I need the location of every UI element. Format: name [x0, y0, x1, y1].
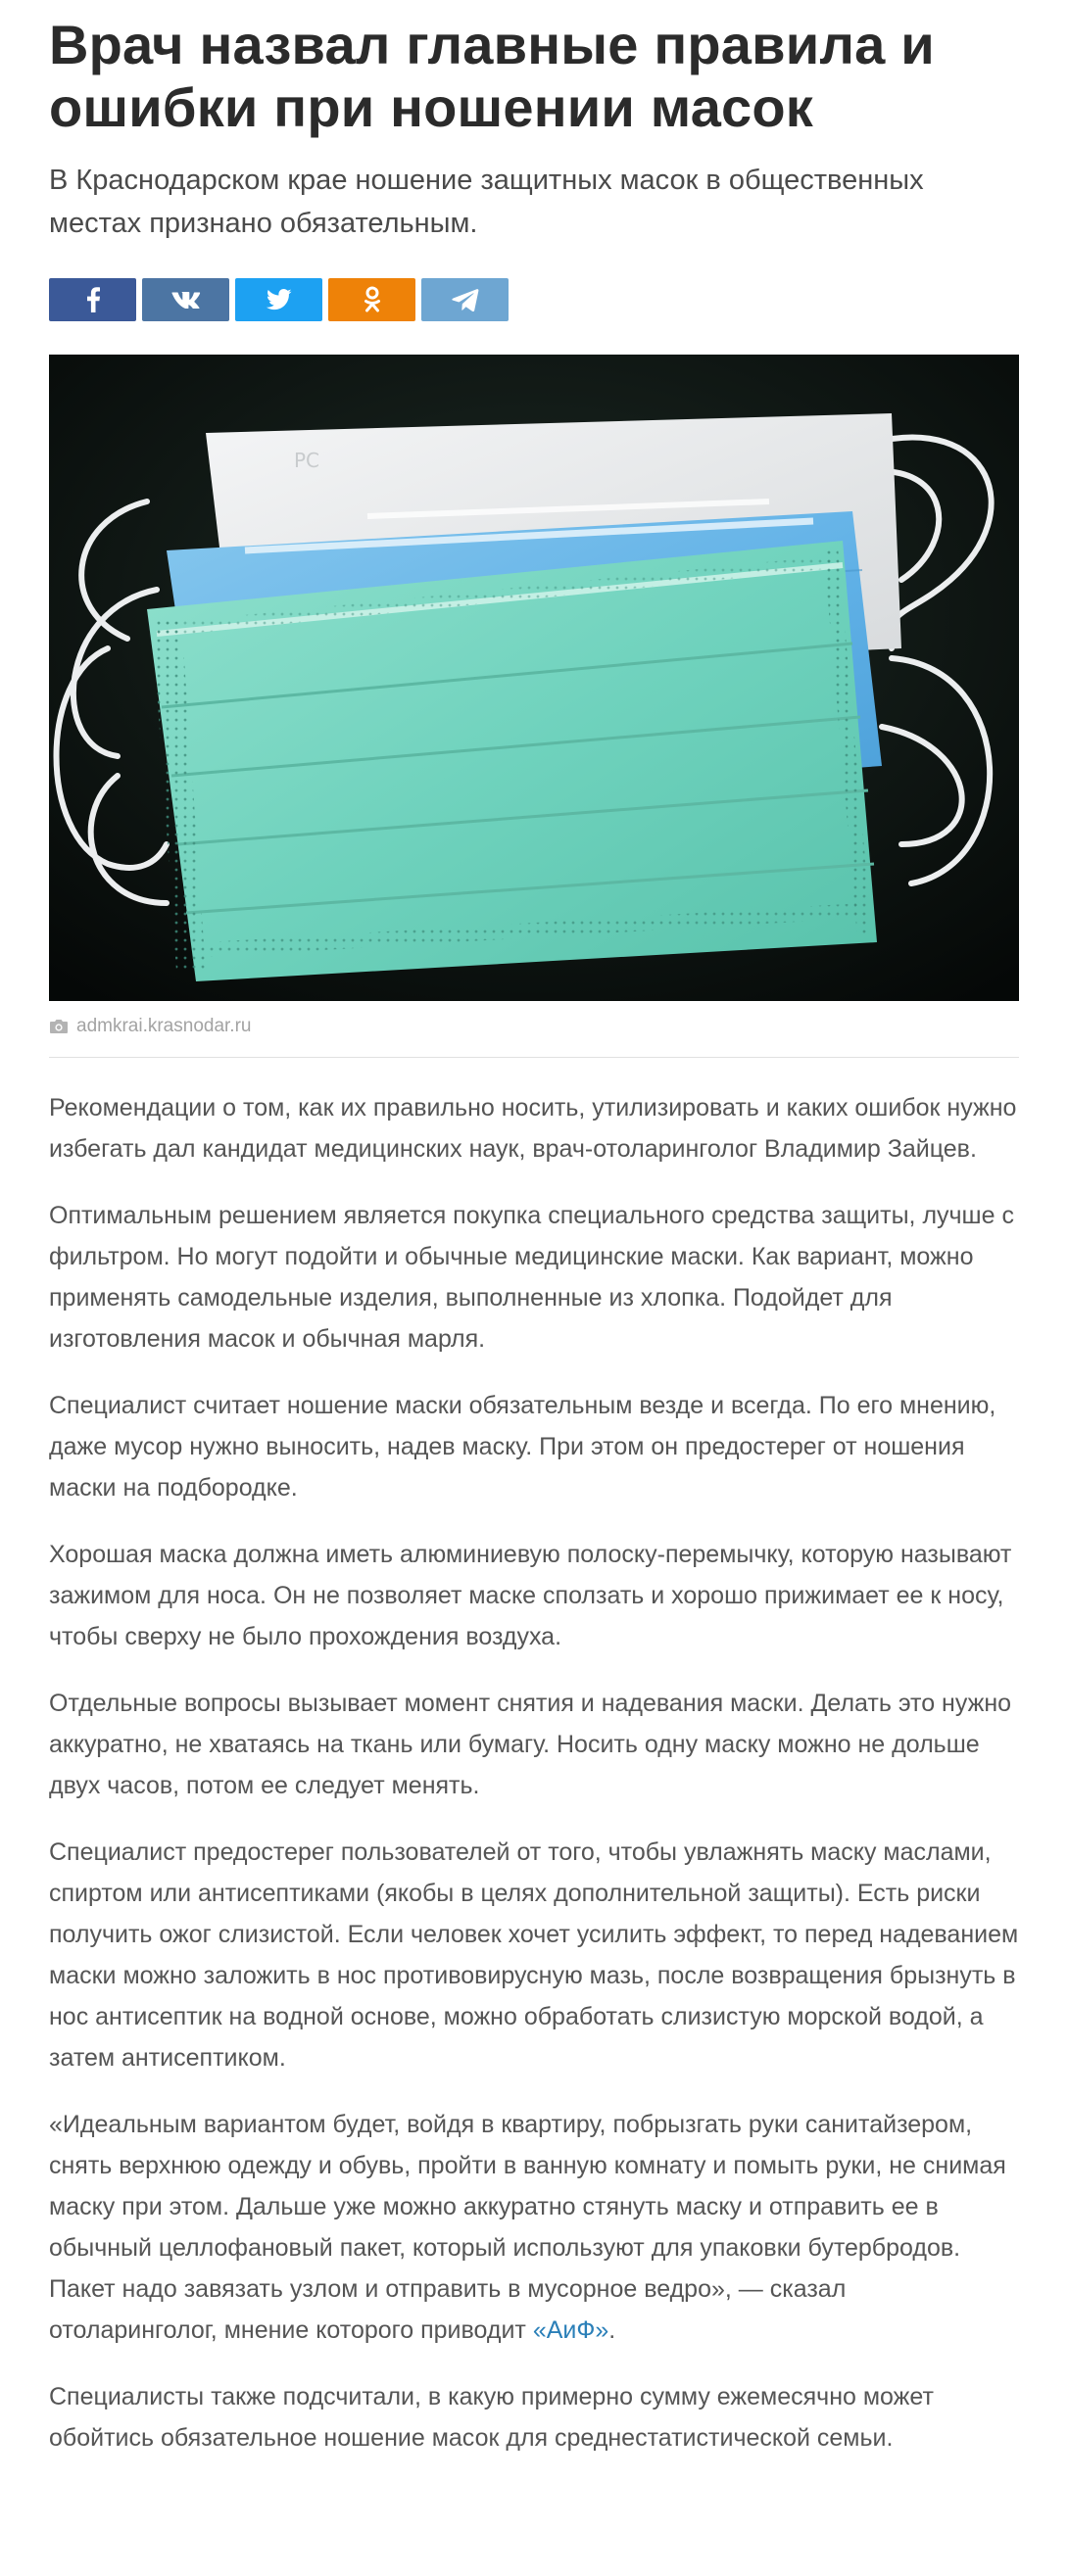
odnoklassniki-icon	[364, 286, 381, 313]
paragraph: Оптимальным решением является покупка специального средства защиты, лучше с фильтром. Но могут подойти и обычные медицинские маски. Как вариант, можно применять самодельные изделия, выполненные из хлопка. Подойдет для изготовления масок и обычная марля.	[49, 1202, 1014, 1353]
mask-print-text: PC	[294, 449, 320, 472]
quote-text: «Идеальным вариантом будет, войдя в квартиру, побрызгать руки санитайзером, снять верхнюю одежду и обувь, пройти в ванную комнату и помыть руки, не снимая маску при этом. Дальше уже можно аккуратно стянуть маску и отправить ее в обычный целлофановый пакет, который используют для упаковки бутербродов. Пакет надо завязать узлом и отправить в мусорное ведро», — сказал отоларинголог, мнение которого приводит	[49, 2111, 1006, 2344]
twitter-icon	[267, 289, 292, 310]
article-title: Врач назвал главные правила и ошибки при ношении масок	[49, 14, 935, 138]
divider	[49, 1057, 1019, 1058]
photo-source: admkrai.krasnodar.ru	[76, 1016, 252, 1036]
share-odnoklassniki-button[interactable]	[328, 278, 415, 321]
article	[49, 0, 1019, 2458]
facebook-icon	[85, 287, 101, 312]
article-photo	[49, 355, 1019, 1001]
paragraph: Рекомендации о том, как их правильно носить, утилизировать и каких ошибок нужно избегать дал кандидат медицинских наук, врач-отоларинголог Владимир Зайцев.	[49, 1094, 1017, 1163]
camera-icon	[49, 1019, 69, 1034]
photo-caption	[49, 1015, 1019, 1038]
paragraph: Хорошая маска должна иметь алюминиевую полоску-перемычку, которую называют зажимом для носа. Он не позволяет маске сползать и хорошо прижимает ее к носу, чтобы сверху не было прохождения воздуха.	[49, 1541, 1012, 1650]
telegram-icon	[452, 288, 479, 311]
aif-source-link[interactable]: «АиФ»	[532, 2316, 609, 2344]
share-vk-button[interactable]	[142, 278, 229, 321]
share-facebook-button[interactable]	[49, 278, 136, 321]
paragraph: Специалист считает ношение маски обязательным везде и всегда. По его мнению, даже мусор нужно выносить, надев маску. При этом он предостерег от ношения маски на подбородке.	[49, 1392, 996, 1502]
paragraph: Отдельные вопросы вызывает момент снятия и надевания маски. Делать это нужно аккуратно, не хватаясь на ткань или бумагу. Носить одну маску можно не дольше двух часов, потом ее следует менять.	[49, 1690, 1012, 1799]
paragraph: Специалисты также подсчитали, в какую примерно сумму ежемесячно может обойтись обязательное ношение масок для среднестатистической семьи.	[49, 2383, 934, 2452]
quote-tail: .	[608, 2316, 616, 2344]
article-lead: В Краснодарском крае ношение защитных масок в общественных местах признано обязательным.	[49, 165, 924, 239]
share-bar	[49, 278, 1019, 321]
share-twitter-button[interactable]	[235, 278, 322, 321]
paragraph: Специалист предостерег пользователей от того, чтобы увлажнять маску маслами, спиртом или антисептиками (якобы в целях дополнительной защиты). Есть риски получить ожог слизистой. Если человек хочет усилить эффект, то перед надеванием маски можно заложить в нос противовирусную мазь, после возвращения брызнуть в нос антисептик на водной основе, можно обработать слизистую морской водой, а затем антисептиком.	[49, 1838, 1019, 2072]
quote-paragraph	[49, 2104, 1019, 2351]
article-body	[49, 1087, 1019, 2458]
share-telegram-button[interactable]	[421, 278, 509, 321]
vk-icon	[171, 291, 201, 309]
